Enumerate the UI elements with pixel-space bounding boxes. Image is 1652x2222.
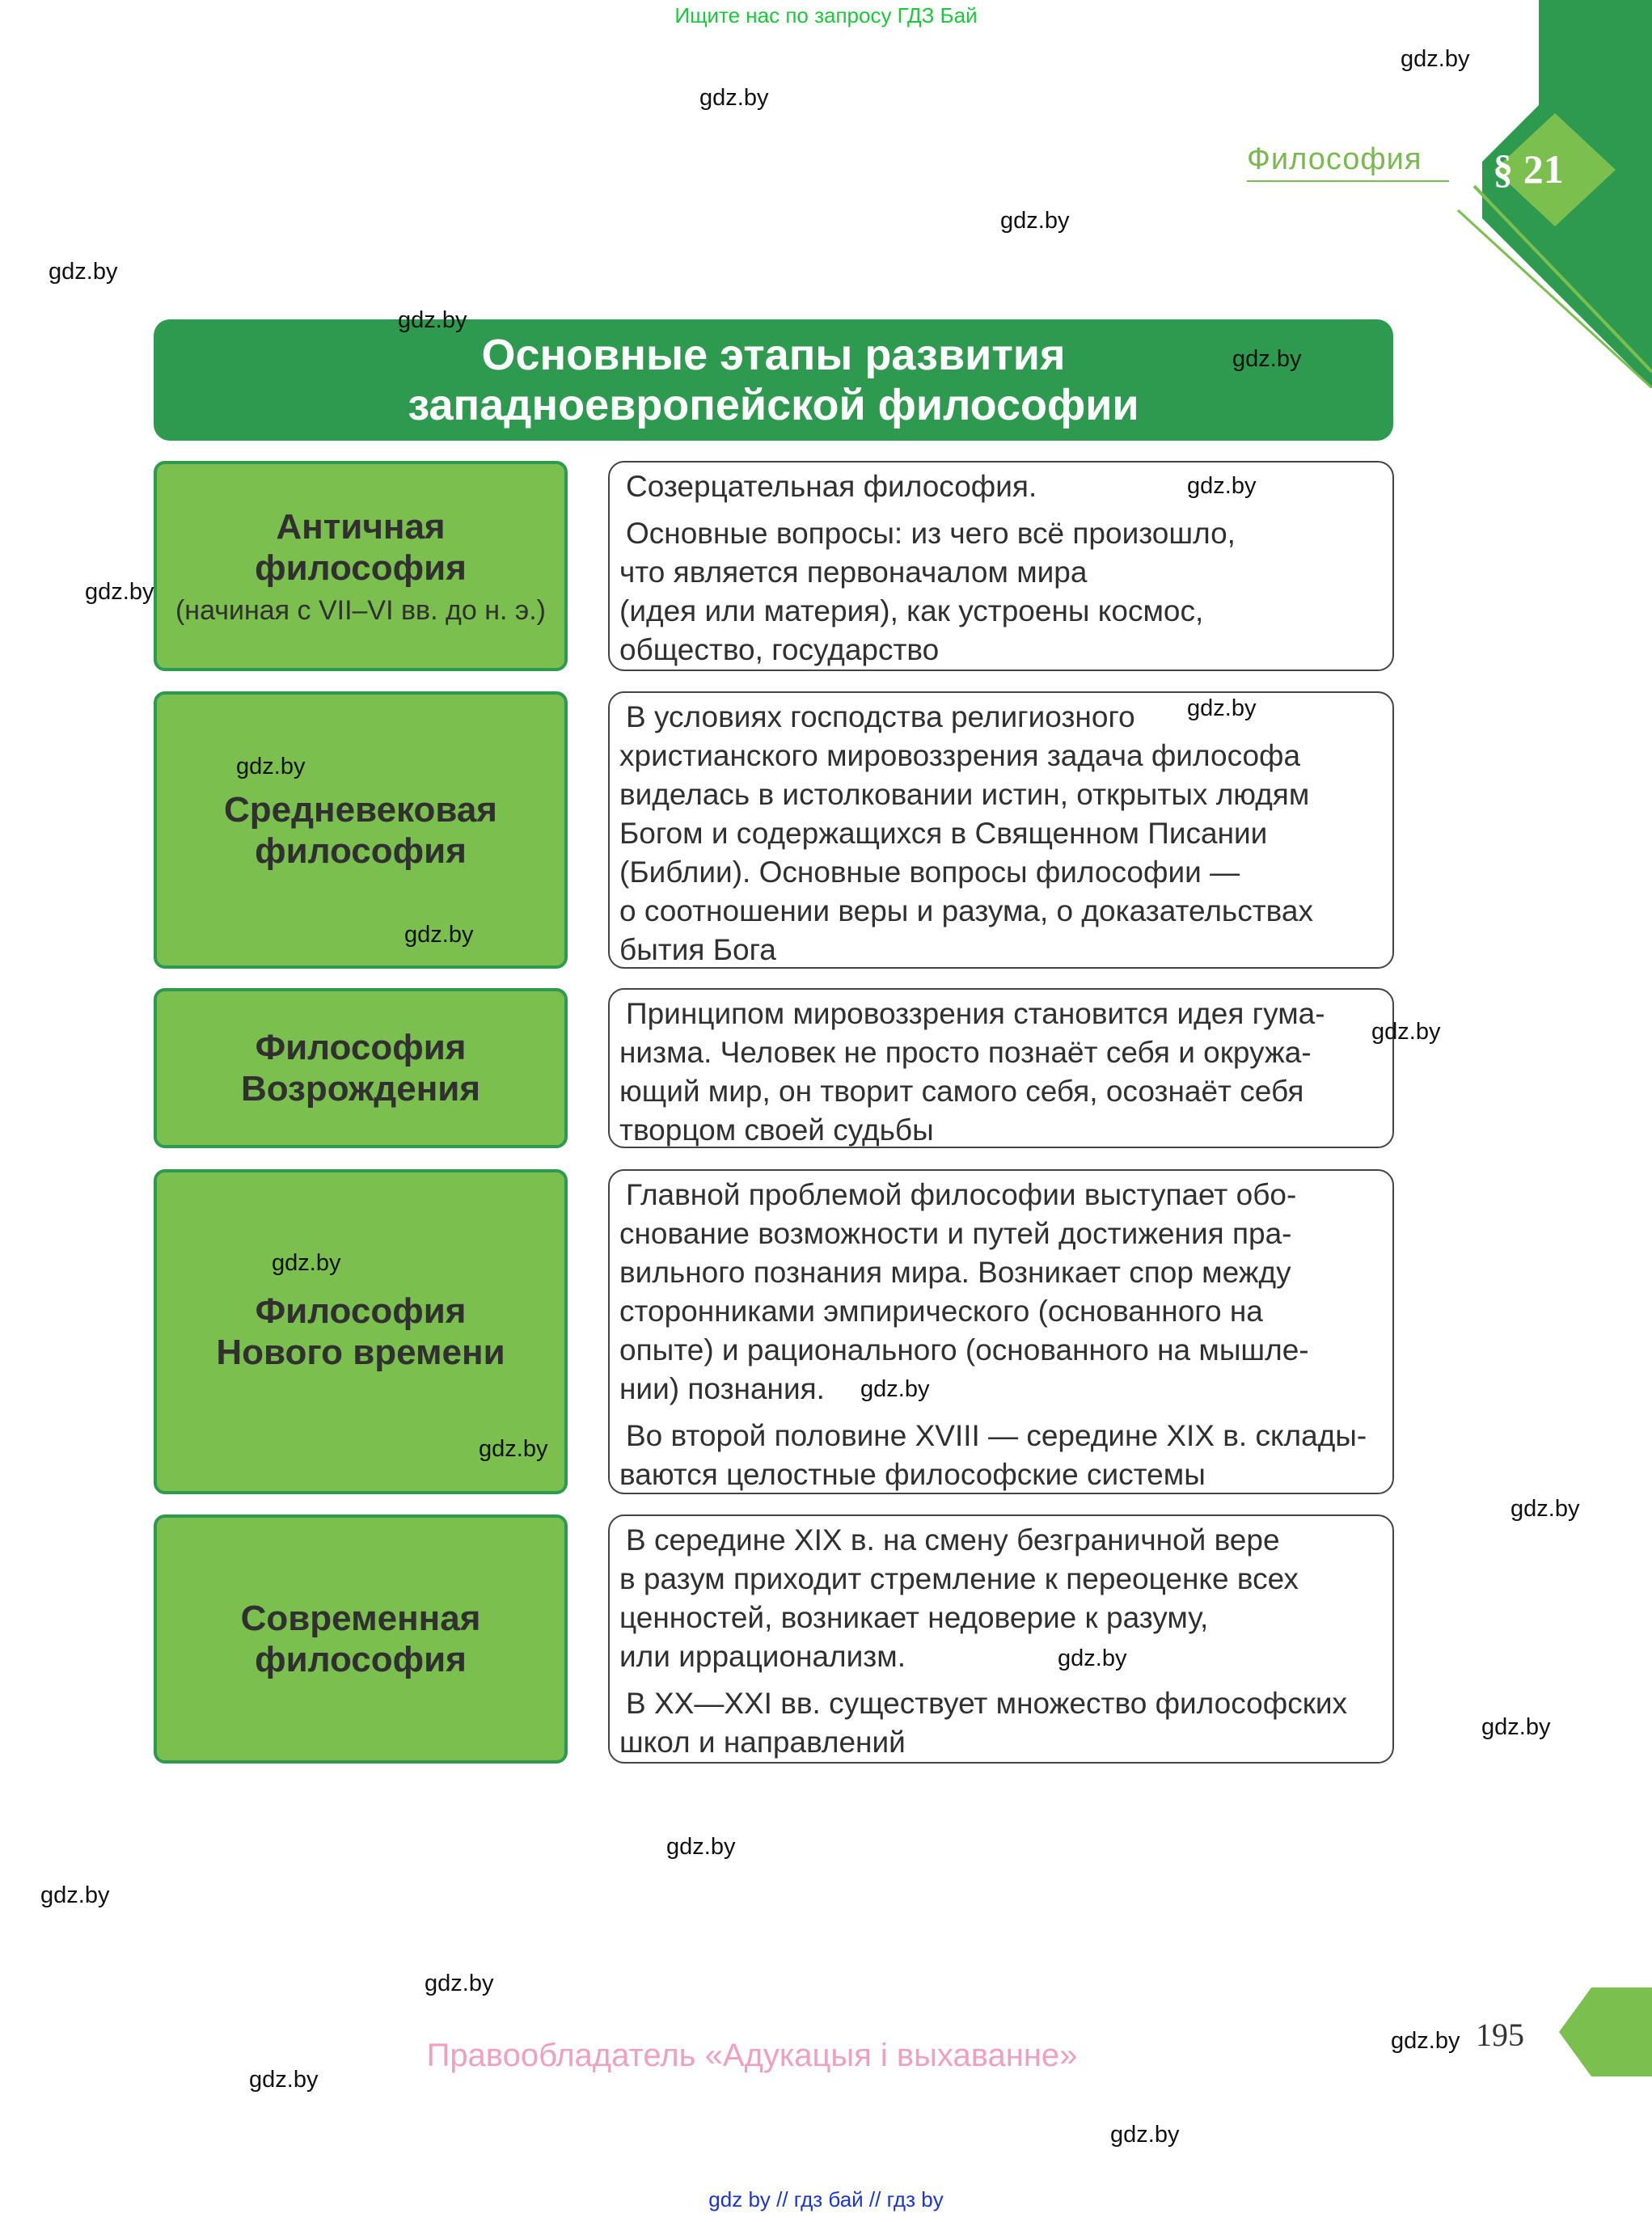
text-line: В XX—XXI вв. существует множество философских (626, 1687, 1348, 1720)
watermark: gdz.by (425, 1971, 494, 1996)
text-line: В условиях господства религиозного (626, 700, 1135, 733)
period-medieval-description (608, 691, 1394, 969)
text-line: или иррационализм. (619, 1640, 906, 1673)
period-antique (154, 461, 568, 671)
text-line: В середине XIX в. на смену безграничной вере (626, 1523, 1280, 1557)
text-line: творцом своей судьбы (619, 1113, 934, 1147)
text-line: христианского мировоззрения задача философа (619, 739, 1301, 772)
text-line: Главной проблемой философии выступает обо- (626, 1178, 1297, 1211)
watermark: gdz.by (1391, 2028, 1460, 2054)
period-renaissance (154, 988, 568, 1148)
text-line: нии) познания. (619, 1372, 825, 1405)
title-line-1: Основные этапы развития (481, 331, 1066, 379)
text-line: вильного познания мира. Возникает спор между (619, 1256, 1291, 1289)
watermark: gdz.by (272, 1250, 341, 1276)
text-line: бытия Бога (619, 933, 776, 966)
watermark: gdz.by (398, 307, 467, 333)
description-paragraph (619, 1176, 1381, 1409)
diagram-title-box (154, 319, 1393, 441)
text-line: Основные вопросы: из чего всё произошло, (626, 517, 1236, 550)
period-dates: (начиная с VII–VI вв. до н. э.) (175, 594, 546, 626)
text-line: снование возможности и путей достижения пра- (619, 1217, 1292, 1250)
watermark: gdz.by (860, 1376, 930, 1402)
text-line: что является первоначалом мира (619, 556, 1088, 589)
text-line: ценностей, возникает недоверие к разуму, (619, 1601, 1209, 1634)
description-paragraph (619, 698, 1381, 969)
text-line: общество, государство (619, 633, 940, 666)
text-line: в разум приходит стремление к переоценке всех (619, 1562, 1299, 1595)
watermark: gdz.by (1000, 208, 1070, 234)
description-paragraph (619, 467, 1381, 506)
watermark: gdz.by (404, 922, 474, 948)
page-tab (1559, 1988, 1652, 2076)
text-line: Богом и содержащихся в Священном Писании (619, 817, 1268, 850)
watermark: gdz.by (1401, 46, 1470, 72)
period-name: Возрождения (240, 1069, 480, 1109)
period-name: философия (255, 830, 467, 871)
description-paragraph (619, 1417, 1381, 1494)
watermark: gdz.by (1058, 1645, 1127, 1671)
period-medieval (154, 691, 568, 969)
period-antique-description (608, 461, 1394, 671)
watermark: gdz.by (666, 1834, 736, 1860)
top-search-note: Ищите нас по запросу ГДЗ Бай (674, 3, 978, 27)
text-line: Созерцательная философия. (626, 470, 1037, 503)
subject-label: Философия (1247, 142, 1422, 176)
text-line: (Библии). Основные вопросы философии — (619, 855, 1240, 889)
text-line: сторонниками эмпирического (основанного на (619, 1295, 1263, 1328)
page-number: 195 (1476, 2017, 1524, 2053)
watermark: gdz.by (49, 259, 118, 285)
period-name: Средневековая (224, 789, 497, 830)
text-line: низма. Человек не просто познаёт себя и окружа- (619, 1036, 1312, 1069)
period-contemporary-description (608, 1514, 1394, 1764)
watermark: gdz.by (40, 1882, 110, 1908)
text-line: ваются целостные философские системы (619, 1458, 1206, 1491)
watermark: gdz.by (479, 1436, 548, 1462)
copyright-note: Правообладатель «Адукацыя і выхаванне» (426, 2038, 1078, 2073)
watermark: gdz.by (85, 579, 154, 605)
subject-underline (1247, 180, 1449, 182)
period-renaissance-description (608, 988, 1394, 1148)
title-line-2: западноевропейской философии (408, 381, 1139, 429)
text-line: виделась в истолковании истин, открытых людям (619, 778, 1310, 811)
text-line: Во второй половине XVIII — середине XIX в. склады- (626, 1419, 1367, 1452)
watermark: gdz.by (1187, 473, 1257, 499)
bottom-links[interactable]: gdz by // гдз бай // гдз by (708, 2187, 944, 2211)
period-name: философия (255, 1640, 467, 1679)
watermark: gdz.by (1481, 1714, 1551, 1740)
text-line: Принципом мировоззрения становится идея гума- (626, 997, 1325, 1030)
description-paragraph (619, 995, 1381, 1150)
watermark: gdz.by (236, 754, 306, 779)
period-name: Философия (255, 1028, 467, 1067)
watermark: gdz.by (1187, 695, 1257, 721)
text-line: о соотношении веры и разума, о доказательствах (619, 894, 1313, 927)
text-line: опыте) и рационального (основанного на мышле- (619, 1333, 1309, 1367)
watermark: gdz.by (1510, 1496, 1580, 1522)
watermark: gdz.by (1110, 2122, 1180, 2148)
watermark: gdz.by (1232, 346, 1302, 372)
description-paragraph (619, 514, 1381, 670)
text-line: ющий мир, он творит самого себя, осознаёт себя (619, 1075, 1304, 1108)
period-modern-description (608, 1169, 1394, 1494)
watermark: gdz.by (1371, 1019, 1441, 1045)
text-line: (идея или материя), как устроены космос, (619, 594, 1204, 627)
text-line: школ и направлений (619, 1726, 906, 1759)
period-name: Современная (240, 1599, 481, 1638)
description-paragraph (619, 1521, 1381, 1676)
watermark: gdz.by (699, 85, 769, 111)
period-name: философия (255, 547, 467, 588)
period-name: Античная (276, 506, 446, 547)
period-name: Нового времени (216, 1333, 505, 1372)
period-contemporary (154, 1514, 568, 1764)
watermark: gdz.by (249, 2067, 319, 2093)
description-paragraph (619, 1684, 1381, 1762)
period-name: Философия (255, 1291, 467, 1331)
paragraph-number: § 21 (1493, 146, 1564, 192)
